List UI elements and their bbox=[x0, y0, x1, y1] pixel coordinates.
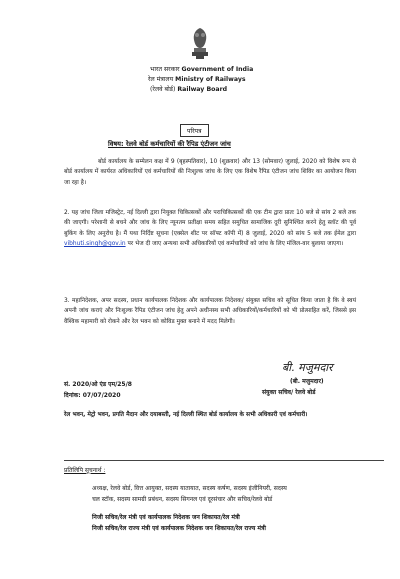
paragraph-3: 3. महानिदेशक, अपर सदस्य, प्रधान कार्यपालक निदेशक और कार्यपालक निदेशक/ संयुक्त सचिव को सूचित किया जाता है कि वे स्वयं अपनी जांच कराएं और निःशुल्क रैपिड एंटीजन जांच हेतु अपने अधीनस्थ सभी अधिकारियों/कर्मचारियों को भी प्रोत्साहित करें, जिससे इस वैश्विक महामारी को रोकने और रेल भवन को कोविड मुक्त बनाने में मदद मिलेगी। bbox=[64, 298, 356, 325]
addressees: रेल भवन, मेट्रो भवन, प्रगति मैदान और दयाबस्ती, नई दिल्ली स्थित बोर्ड कार्यालय के सभी अधिकारी एवं कर्मचारी। bbox=[64, 412, 308, 418]
paragraph-1: बोर्ड कार्यालय के सम्मेलन कक्ष में 9 (बृहस्पतिवार), 10 (शुक्रवार) और 13 (सोमवार) जुलाई, 2020 को विशेष रूप से बोर्ड कार्यालय में कार्यरत अधिकारियों एवं कर्मचारियों की निःशुल्क जांच के लिए एक विशेष रैपिड एंटीजन जांच शिविर का आयोजन किया जा रहा है। bbox=[64, 159, 356, 186]
signatory-name: (बी. मजुमदार) bbox=[290, 378, 324, 385]
paragraph-2: 2. यह जांच जिला मजिस्ट्रेट, नई दिल्ली द्वारा नियुक्त चिकित्सकों और पराचिकित्सकों की एक टीम द्वारा प्रातः 10 बजे से सांय 2 बजे तक की जाएगी। परेशानी से बचने और जांच के लिए न्यूनतम प्रतीक्षा समय सहित समुचित सामाजिक दूरी सुनिश्चित करने हेतु स्लॉट की पूर्व बुकिंग के लिए अनुरोध है। मैं यथा निर्दिष्ट सूचना (एक्सेल शीट पर सॉफ्ट कॉपी में) 8 जुलाई, 2020 को सांय 5 बजे तक ईमेल द्वारा vibhuti.singh@gov.in पर भेज दी जाए अन्यथा सभी अधिकारियों एवं कर्मचारियों को जांच के लिए मंजिल-वार बुलाया जाएगा। bbox=[64, 210, 356, 248]
divider bbox=[64, 460, 384, 461]
copy-line: निजी सचिव/रेल मंत्री एवं कार्यपालक निदेशक जन शिकायत/रेल मंत्री bbox=[92, 514, 240, 521]
header-line-3: (रेलवे बोर्ड) Railway Board bbox=[150, 86, 228, 93]
doc-type-label: परिपत्र bbox=[180, 124, 209, 137]
copy-heading: प्रतिलिपि सूचनार्थ : bbox=[64, 467, 106, 474]
header-line-1: भारत सरकार Government of India bbox=[150, 66, 254, 73]
copy-line: अध्यक्ष, रेलवे बोर्ड, वित्त आयुक्त, सदस्य यातायात, सदस्य कर्षण, सदस्य इंजीनियरी, सदस्य bbox=[92, 485, 287, 492]
reference-number: सं. 2020/ओ एंड एम/25/8 bbox=[64, 381, 132, 388]
signatory-title: संयुक्त सचिव/ रेलवे बोर्ड bbox=[262, 389, 316, 396]
email-link[interactable]: vibhuti.singh@gov.in bbox=[64, 241, 126, 248]
national-emblem-icon bbox=[188, 26, 212, 60]
signature: बी. मजुमदार bbox=[282, 361, 333, 374]
issue-date: दिनांक: 07/07/2020 bbox=[64, 392, 121, 399]
subject-line: विषय: रेलवे बोर्ड कर्मचारियों की रैपिड एंटीजन जांच bbox=[108, 140, 231, 148]
copy-line: चल स्टॉक, सदस्य सामग्री प्रबंधन, सदस्य सिगनल एवं दूरसंचार और सचिव/रेलवे बोर्ड bbox=[92, 496, 273, 503]
copy-line: निजी सचिव/रेल राज्य मंत्री एवं कार्यपालक निदेशक जन शिकायत/रेल राज्य मंत्री bbox=[92, 525, 266, 532]
header-line-2: रेल मंत्रालय Ministry of Railways bbox=[148, 76, 246, 83]
